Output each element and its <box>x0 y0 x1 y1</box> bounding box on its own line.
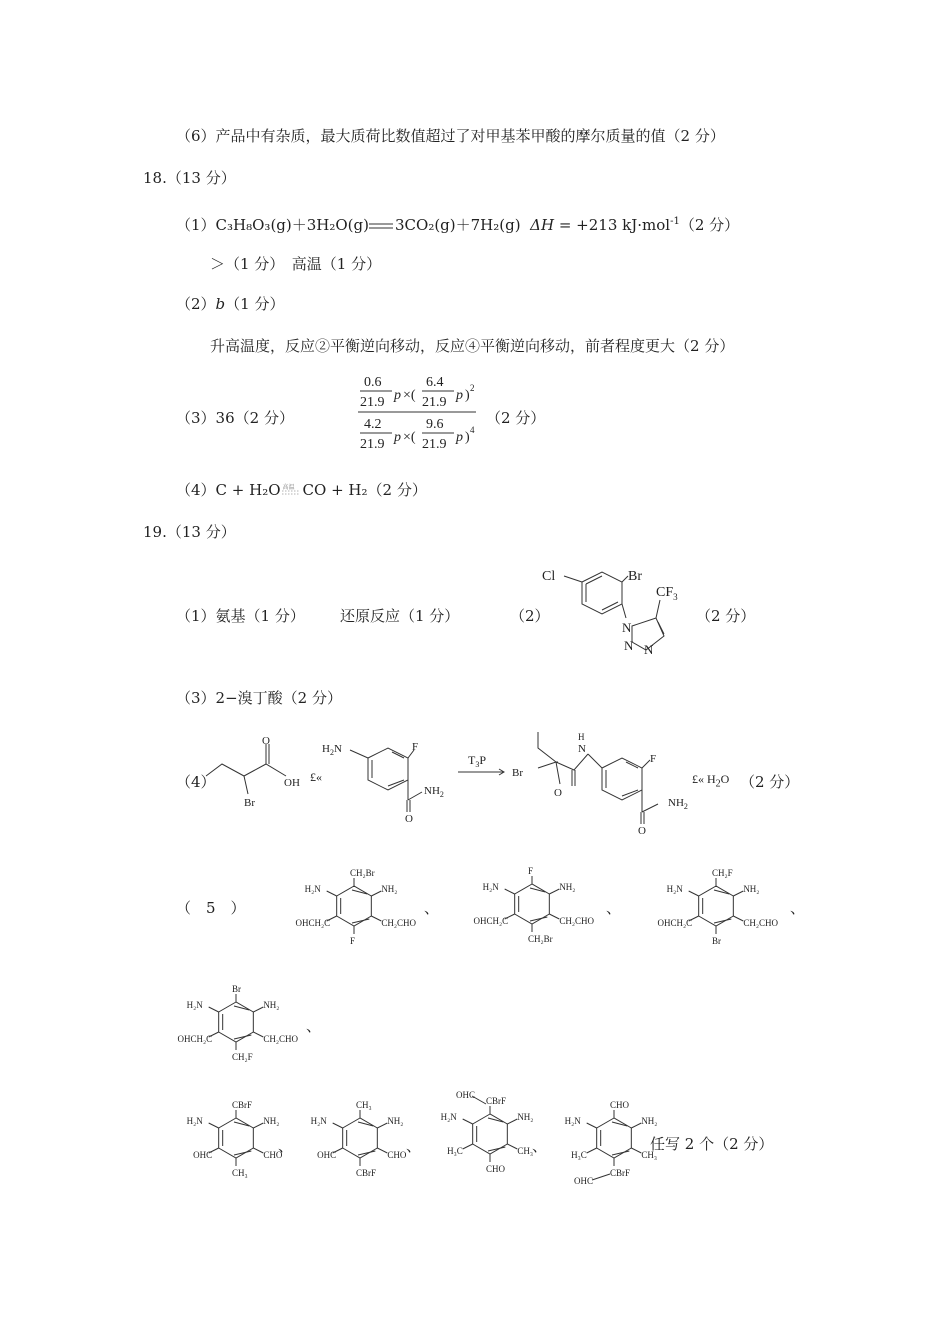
isomer-right-up: NH₂ <box>381 884 398 894</box>
delta-h-value: = +213 kJ·mol <box>554 216 671 234</box>
q18-p4-lhs: C + H₂O <box>215 481 281 499</box>
isomer-left-down: OHCH₂C <box>295 918 331 928</box>
aminofluorobenzamide <box>322 738 442 828</box>
cl-atom: Cl <box>542 569 556 584</box>
kp-exp1: 2 <box>470 383 475 393</box>
cf3-group <box>656 585 678 602</box>
bromobutanoic-acid <box>204 736 304 816</box>
delta-h-symbol: ΔH <box>530 216 555 234</box>
n2-atom: N <box>624 638 634 653</box>
q18-p1-rhs: 3CO₂(g)＋7H₂(g) <box>395 216 521 234</box>
n3-atom: N <box>644 642 654 657</box>
kp-p1: p <box>394 388 401 403</box>
isomer-left-up: H₂N <box>564 1116 581 1126</box>
isomer-left-down: OHCH₂C <box>657 918 693 928</box>
isomer-bottom-group: CBrF <box>356 1168 377 1178</box>
isomer-top-extra: OHC <box>456 1090 476 1100</box>
isomer-right-up: NH₂ <box>743 884 760 894</box>
isomer-top-group: CH₂Br <box>350 868 375 878</box>
byproduct-water: £« $H_2O$ <box>692 772 730 790</box>
isomer-left-up: H₂N <box>304 884 321 894</box>
q18-p1-label: （1） <box>176 216 216 234</box>
product-o2: O <box>638 825 646 837</box>
acid-br: Br <box>244 797 255 809</box>
amine-f: F <box>412 741 419 753</box>
q19-part1b: 还原反应（1 分） <box>340 607 460 625</box>
triazole-structure <box>540 562 690 662</box>
isomer-structure-2 <box>462 858 602 958</box>
isomer-right-down: CH₃ <box>517 1146 533 1156</box>
condition-text: 高温 <box>282 484 295 491</box>
isomer-left-up: H₂N <box>186 1000 203 1010</box>
isomer-left-down: OHCH₂C <box>177 1034 213 1044</box>
isomer-right-down: CH₂CHO <box>743 918 778 928</box>
isomer-right-up: NH₂ <box>641 1116 658 1126</box>
product-o: O <box>554 787 562 799</box>
isomer-left-down: OHC <box>193 1150 213 1160</box>
isomer-separator: 、 <box>424 899 440 917</box>
kp-n3: 4.2 <box>364 417 382 432</box>
isomer-separator: 、 <box>278 1137 294 1155</box>
kp-d4: 21.9 <box>422 437 447 452</box>
kp-p2: p <box>456 388 463 403</box>
isomer-right-up: NH₂ <box>559 882 576 892</box>
cf3-sub: 3 <box>673 592 678 602</box>
q19-part4-label: （4） <box>176 773 216 791</box>
isomer-left-down: OHCH₂C <box>473 916 509 926</box>
kp-n1: 0.6 <box>364 375 382 390</box>
isomer-right-down: CH₃ <box>641 1150 657 1160</box>
reaction-arrow <box>456 752 516 782</box>
q18-part3-score: （2 分） <box>486 409 546 427</box>
isomer-bottom-group: CH₂F <box>232 1052 253 1062</box>
isomer-bottom-group: CHO <box>486 1164 506 1174</box>
kp-n4: 9.6 <box>426 417 444 432</box>
kp-exp2: 4 <box>470 425 475 435</box>
isomer-left-up: H₂N <box>482 882 499 892</box>
amide-product <box>508 728 708 858</box>
kp-close1: ) <box>465 388 470 403</box>
q18-p4-label: （4） <box>176 481 216 499</box>
isomer-structure-3 <box>646 860 786 960</box>
q19-part2-score: （2 分） <box>696 607 756 625</box>
kp-p3: p <box>394 430 401 445</box>
isomer-left-up: H₂N <box>186 1116 203 1126</box>
isomer-right-down: CH₂CHO <box>263 1034 298 1044</box>
product-f: F <box>650 753 657 765</box>
kp-close2: ) <box>465 430 470 445</box>
cf3-text: CF <box>656 585 674 600</box>
q19-header: 19.（13 分） <box>143 523 236 541</box>
q18-p4-score: （2 分） <box>367 481 427 499</box>
q19-part5-label: （ 5 ） <box>176 899 246 917</box>
isomer-structure-4 <box>166 976 306 1076</box>
q19-part5-tail: 任写 2 个（2 分） <box>650 1135 774 1153</box>
isomer-bottom-group: F <box>350 936 356 946</box>
q18-p2-answer: b <box>215 295 226 313</box>
kp-d2: 21.9 <box>422 395 447 410</box>
q18-p1-score: （2 分） <box>679 216 740 234</box>
kp-d3: 21.9 <box>360 437 385 452</box>
q19-part1: （1）氨基（1 分） <box>176 607 305 625</box>
isomer-left-down: OHC <box>317 1150 337 1160</box>
isomer-left-up: H₂N <box>666 884 683 894</box>
isomer-structure-1 <box>284 860 424 960</box>
kp-expression <box>356 372 486 456</box>
isomer-separator: 、 <box>406 1137 422 1155</box>
isomer-top-group: CBrF <box>232 1100 253 1110</box>
isomer-top-group: CH₂F <box>712 868 733 878</box>
equilibrium-sign <box>369 216 395 236</box>
br-atom: Br <box>628 569 642 584</box>
isomer-bottom-group: Br <box>712 936 721 946</box>
isomer-top-group: CHO <box>610 1100 630 1110</box>
product-nh2: $NH_2$ <box>668 797 688 811</box>
isomer-bottom-group: CBrF <box>610 1168 631 1178</box>
product-br: Br <box>512 767 523 779</box>
isomer-top-group: CH₃ <box>356 1100 372 1110</box>
isomer-right-down: CH₂CHO <box>381 918 416 928</box>
kp-n2: 6.4 <box>426 375 444 390</box>
isomer-right-up: NH₂ <box>517 1112 534 1122</box>
isomer-left-up: H₂N <box>310 1116 327 1126</box>
amine-nh2: $NH_2$ <box>424 785 444 799</box>
isomer-right-up: NH₂ <box>387 1116 404 1126</box>
delta-h-exp: -1 <box>670 216 680 227</box>
q18-part3-label: （3）36（2 分） <box>176 409 294 427</box>
isomer-right-down: CH₂CHO <box>559 916 594 926</box>
q18-part4 <box>176 480 427 500</box>
q19-part3: （3）2−溴丁酸（2 分） <box>176 689 342 707</box>
isomer-top-group: CBrF <box>486 1096 507 1106</box>
q19-part4-score: （2 分） <box>740 773 800 791</box>
isomer-bottom-extra: OHC <box>574 1176 594 1186</box>
isomer-separator: 、 <box>306 1017 322 1035</box>
isomer-separator: 、 <box>606 899 622 917</box>
plus-sign-1: £« <box>310 770 322 784</box>
q19-part2-label: （2） <box>510 607 550 625</box>
isomer-separator: 、 <box>532 1137 548 1155</box>
n1-atom: N <box>622 620 632 635</box>
isomer-right-down: CHO <box>263 1150 283 1160</box>
isomer-top-group: Br <box>232 984 241 994</box>
isomer-bottom-group: CH₂Br <box>528 934 553 944</box>
kp-times2: ×( <box>403 430 416 445</box>
q18-part1-line2: ＞（1 分） 高温（1 分） <box>210 255 382 273</box>
q18-p1-lhs: C₃H₈O₃(g)＋3H₂O(g) <box>215 216 369 234</box>
q18-part2-explain: 升高温度，反应②平衡逆向移动，反应④平衡逆向移动，前者程度更大（2 分） <box>210 337 735 355</box>
isomer-left-down: H₃C <box>447 1146 463 1156</box>
product-n: N <box>578 743 586 755</box>
amine-o: O <box>405 813 413 825</box>
q18-part2 <box>176 294 284 314</box>
acid-oh: OH <box>284 777 300 789</box>
amine-h2n: $H_2N$ <box>322 743 342 757</box>
isomer-right-down: CHO <box>387 1150 407 1160</box>
kp-p4: p <box>456 430 463 445</box>
isomer-separator: 、 <box>790 899 806 917</box>
q17-part6: （6）产品中有杂质，最大质荷比数值超过了对甲基苯甲酸的摩尔质量的值（2 分） <box>176 127 725 145</box>
kp-times1: ×( <box>403 388 416 403</box>
isomer-top-group: F <box>528 866 534 876</box>
isomer-left-down: H₃C <box>571 1150 587 1160</box>
isomer-right-up: NH₂ <box>263 1000 280 1010</box>
product-h: H <box>578 732 585 742</box>
isomer-left-up: H₂N <box>440 1112 457 1122</box>
isomer-right-up: NH₂ <box>263 1116 280 1126</box>
q18-p2-label: （2） <box>176 295 216 313</box>
q18-part1 <box>176 212 739 236</box>
reagent-t3p: $T_3P$ <box>468 753 487 769</box>
kp-d1: 21.9 <box>360 395 385 410</box>
acid-o: O <box>262 735 270 747</box>
q18-p2-score: （1 分） <box>225 295 285 313</box>
q18-p4-rhs: CO + H₂ <box>302 481 368 499</box>
reaction-condition <box>281 484 303 498</box>
q18-header: 18.（13 分） <box>143 169 236 187</box>
isomer-bottom-group: CH₃ <box>232 1168 248 1178</box>
